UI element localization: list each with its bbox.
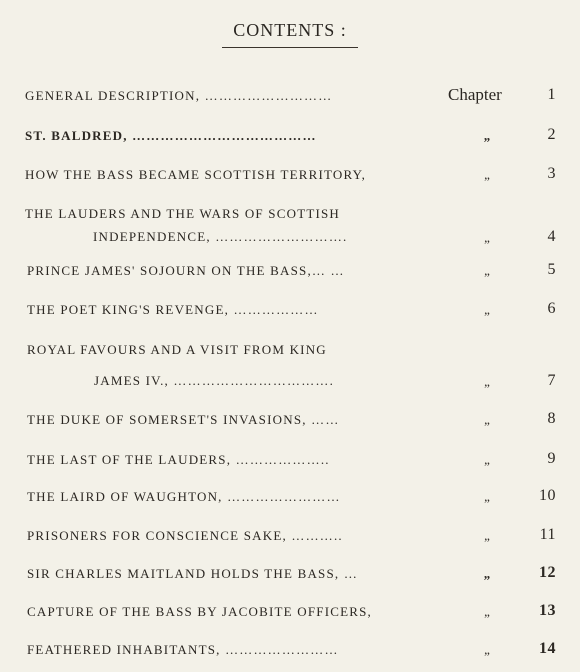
ditto-mark: „ xyxy=(484,604,490,619)
ditto-mark: „ xyxy=(484,412,490,427)
chapter-number: 8 xyxy=(547,410,556,427)
chapter-number: 7 xyxy=(547,372,556,389)
chapter-number: 6 xyxy=(547,300,556,317)
ditto-mark: „ xyxy=(484,642,490,657)
entry-title: ST. BALDRED, ………………………………… xyxy=(25,128,317,143)
entry-title-line1: THE LAUDERS AND THE WARS OF SCOTTISH xyxy=(25,206,341,221)
ditto-mark: „ xyxy=(484,374,490,389)
entry-title: THE LAST OF THE LAUDERS, ……………….. xyxy=(27,452,330,467)
entry-title: CAPTURE OF THE BASS BY JACOBITE OFFICERS, xyxy=(27,604,373,619)
ditto-mark: „ xyxy=(483,128,491,143)
ditto-mark: „ xyxy=(484,263,490,278)
chapter-number: 13 xyxy=(539,602,556,619)
entry-title-line1: ROYAL FAVOURS AND A VISIT FROM KING xyxy=(27,342,327,357)
chapter-number: 9 xyxy=(547,450,556,467)
entry-title: GENERAL DESCRIPTION, ……………………… xyxy=(25,88,333,103)
entry-title: FEATHERED INHABITANTS, …………………… xyxy=(27,642,339,657)
chapter-label: Chapter xyxy=(448,85,502,104)
chapter-number: 2 xyxy=(547,126,556,143)
ditto-mark: „ xyxy=(484,167,490,182)
ditto-mark: „ xyxy=(484,452,490,467)
chapter-number: 4 xyxy=(547,228,556,245)
entry-title: SIR CHARLES MAITLAND HOLDS THE BASS, … xyxy=(27,566,359,581)
ditto-mark: „ xyxy=(484,230,490,245)
heading-underline xyxy=(222,47,358,48)
entry-title: THE DUKE OF SOMERSET'S INVASIONS, …… xyxy=(27,412,340,427)
entry-title: THE POET KING'S REVENGE, ……………… xyxy=(27,302,319,317)
chapter-number: 1 xyxy=(547,86,556,103)
contents-heading: CONTENTS : xyxy=(233,20,347,40)
chapter-number: 5 xyxy=(547,261,556,278)
entry-title: HOW THE BASS BECAME SCOTTISH TERRITORY, xyxy=(25,167,367,182)
entry-title-line2: JAMES IV., ……………………………. xyxy=(94,373,335,388)
chapter-number: 11 xyxy=(539,526,556,543)
ditto-mark: „ xyxy=(484,528,490,543)
chapter-number: 12 xyxy=(539,564,556,581)
entry-title: PRINCE JAMES' SOJOURN ON THE BASS,… … xyxy=(27,263,345,278)
ditto-mark: „ xyxy=(484,489,490,504)
ditto-mark: „ xyxy=(484,302,490,317)
chapter-number: 10 xyxy=(539,487,556,504)
chapter-number: 3 xyxy=(547,165,556,182)
entry-title: THE LAIRD OF WAUGHTON, …………………… xyxy=(27,489,341,504)
entry-title: PRISONERS FOR CONSCIENCE SAKE, ……….. xyxy=(27,528,343,543)
ditto-mark: „ xyxy=(483,566,491,581)
entry-title-line2: INDEPENDENCE, ………………………. xyxy=(93,229,348,244)
chapter-number: 14 xyxy=(539,640,556,657)
